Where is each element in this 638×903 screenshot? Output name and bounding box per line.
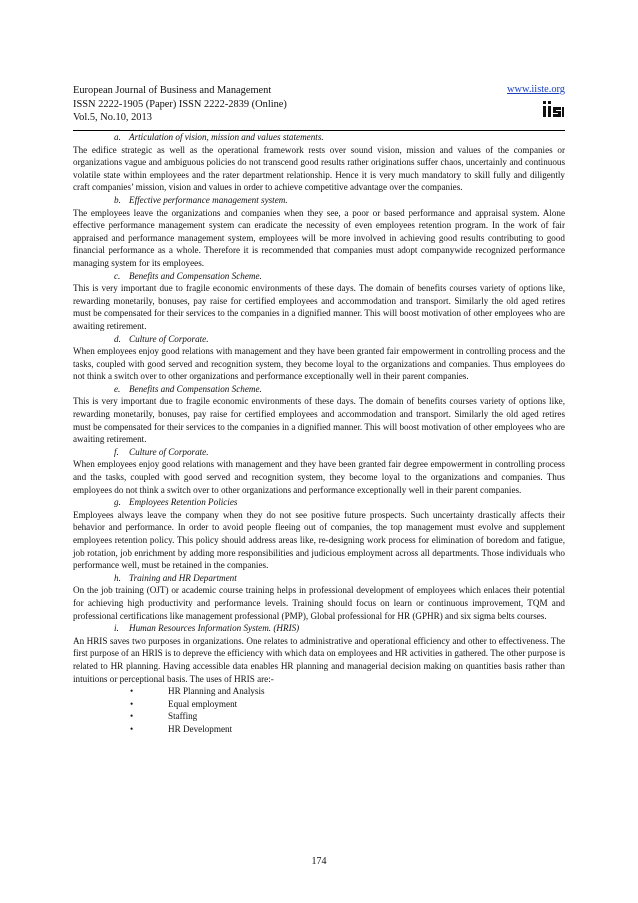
list-item bbox=[73, 710, 565, 723]
bullet-icon: • bbox=[130, 711, 134, 722]
section-paragraph: An HRIS saves two purposes in organizations. One relates to administrative and operational efficiency and other to effectiveness. The first purpose of an HRIS is to depreve the efficiency with which data on employees and HR activities in gathered. The other purpose is related to HR planning. Having accessible data enables HR planning and managerial decision making on quantities basis rather than intuitions or perceptional basis. The uses of HRIS are:- bbox=[73, 635, 565, 684]
section-title: Benefits and Compensation Scheme. bbox=[129, 383, 262, 394]
section-paragraph: This is very important due to fragile economic environments of these days. The domain of benefits courses variety of options like, rewarding monetarily, bonuses, pay raise for certified employees and accommodation and transport. Similarly the old aged retires must be compensated for their services to the companies in a dignified manner. This will boost motivation of other employees who are awaiting retirement. bbox=[73, 283, 565, 331]
section-letter: a. bbox=[114, 132, 121, 142]
section-paragraph: When employees enjoy good relations with management and they have been granted fair empowerment in controlling process and the tasks, coupled with good served and recognition system, they become loyal to the organizations and companies. Thus employees do not think a switch over to other organizations and performance exceptionally well in their parent companies. bbox=[73, 346, 565, 382]
section-letter: d. bbox=[114, 333, 121, 344]
section-heading bbox=[73, 446, 565, 459]
list-item bbox=[73, 685, 565, 698]
list-item-text: Equal employment bbox=[168, 698, 238, 709]
bullet-icon: • bbox=[130, 686, 134, 697]
section-paragraph: This is very important due to fragile economic environments of these days. The domain of benefits courses variety of options like, rewarding monetarily, bonuses, pay raise for certified employees and accommodation and transport. Similarly the old aged retires must be compensated for their services to the companies in a dignified manner. This will boost motivation of other employees who are awaiting retirement. bbox=[73, 396, 565, 445]
list-item-text: HR Planning and Analysis bbox=[168, 686, 265, 697]
section-heading bbox=[73, 194, 565, 207]
list-item bbox=[73, 723, 565, 736]
section-heading bbox=[73, 496, 565, 509]
section-heading bbox=[73, 270, 565, 283]
journal-name: European Journal of Business and Management bbox=[73, 85, 272, 96]
journal-url-link[interactable]: www.iiste.org bbox=[506, 84, 565, 95]
section-letter: c. bbox=[114, 270, 121, 281]
section-heading bbox=[73, 622, 565, 635]
iiste-logo bbox=[541, 99, 565, 121]
hris-uses-list bbox=[73, 685, 565, 735]
section-heading bbox=[73, 131, 565, 144]
section-heading bbox=[73, 383, 565, 396]
section-title: Culture of Corporate. bbox=[129, 333, 209, 344]
section-title: Human Resources Information System. (HRIS) bbox=[129, 623, 300, 634]
section-letter: e. bbox=[114, 383, 121, 394]
bullet-icon: • bbox=[130, 698, 134, 709]
list-item bbox=[73, 698, 565, 711]
issn-line: ISSN 2222-1905 (Paper) ISSN 2222-2839 (Online) bbox=[73, 98, 287, 110]
section-heading bbox=[73, 572, 565, 585]
section-title: Culture of Corporate. bbox=[129, 446, 209, 457]
bullet-icon: • bbox=[130, 723, 134, 734]
section-heading bbox=[73, 333, 565, 346]
article-body bbox=[73, 131, 565, 736]
section-paragraph: When employees enjoy good relations with management and they have been granted fair degree empowerment in controlling process and the tasks, coupled with good served and recognition system, they become loyal to the organizations and companies. Thus employees do not think a switch over to other organizations and performance exceptionally well in their parent companies. bbox=[73, 459, 565, 495]
section-letter: f. bbox=[114, 446, 119, 457]
section-title: Employees Retention Policies bbox=[129, 497, 238, 508]
section-letter: b. bbox=[114, 194, 121, 205]
section-title: Effective performance management system. bbox=[129, 194, 288, 205]
section-letter: i. bbox=[114, 623, 119, 634]
section-paragraph: The edifice strategic as well as the operational framework rests over sound vision, mission and values of the companies or organizations vague and ambiguous policies do not transcend good results rather originations suffer chaos, uncertainly and continuous volatile state within employees and the rater department relationship. Hence it is very much mandatory to skill fully and diligently craft companies’ mission, vision and values in order to achieve competitive advantage over the companies. bbox=[73, 144, 565, 193]
section-paragraph: Employees always leave the company when they do not see positive future prospects. Such uncertainty drastically affects their behavior and performance. In order to avoid people fleeing out of companies, the top management must evolve and supplement employees retention policy. This policy should address areas like, re-designing work process for elimination of boredom and fatigue, job rotation, job enrichment by adding more responsibilities and judicious employment across all departments. Those individuals who performance well, must be retained in the companies. bbox=[73, 509, 565, 571]
section-letter: g. bbox=[114, 497, 121, 508]
page-header bbox=[73, 84, 565, 125]
section-letter: h. bbox=[114, 572, 121, 583]
section-paragraph: The employees leave the organizations and companies when they see, a poor or based performance and appraisal system. Alone effective performance management system can eradicate the necessity of even employees retention program. In the work of fair appraised and performance management system, employees will be more involved in achieving good results contributing to good financial performance as a whole. Therefore it is recommended that companies must adopt companywide recognized performance managing system for its employees. bbox=[73, 207, 565, 268]
section-title: Articulation of vision, mission and values statements. bbox=[129, 132, 324, 142]
section-title: Benefits and Compensation Scheme. bbox=[129, 270, 262, 281]
section-paragraph: On the job training (OJT) or academic course training helps in professional development of employees which enlaces their potential for achieving high productivity and performance levels. Training should focus on learn or continuous improvement, TQM and professional certifications like management professional (PMP), Global professional for HR (GPHR) and six sigma belts courses. bbox=[73, 585, 565, 621]
list-item-text: HR Development bbox=[168, 723, 233, 734]
volume-line: Vol.5, No.10, 2013 bbox=[73, 112, 152, 123]
page-number: 174 bbox=[311, 856, 327, 867]
section-title: Training and HR Department bbox=[129, 572, 237, 583]
list-item-text: Staffing bbox=[168, 711, 198, 722]
